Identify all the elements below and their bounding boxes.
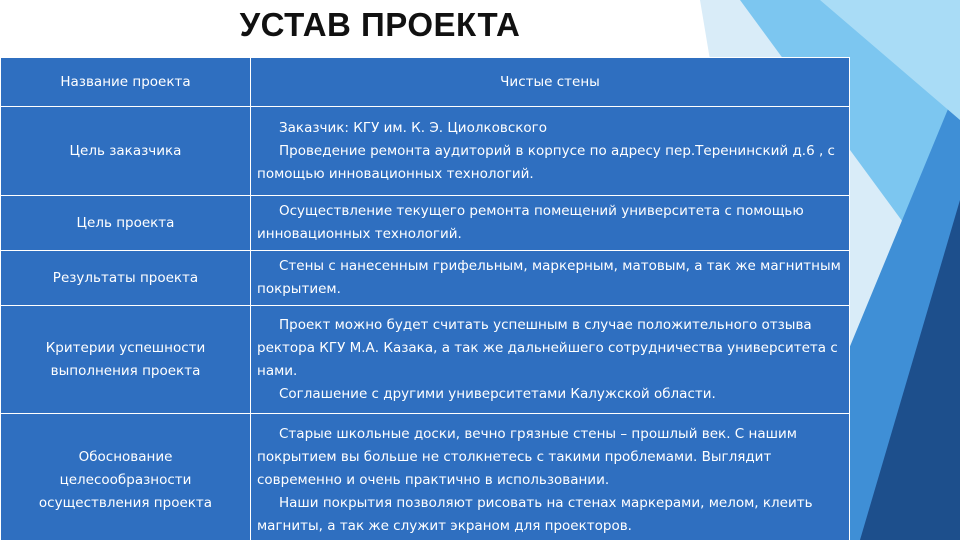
row-label: Название проекта bbox=[1, 58, 251, 107]
row-value bbox=[251, 251, 850, 306]
row-value bbox=[251, 58, 850, 107]
value-paragraph: Проект можно будет считать успешным в случае положительного отзыва ректора КГУ М.А. Казака, а так же дальнейшего сотрудничества университета с нами. bbox=[257, 316, 838, 379]
row-label: Цель заказчика bbox=[1, 107, 251, 196]
value-paragraph: Стены с нанесенным грифельным, маркерным, матовым, а так же магнитным покрытием. bbox=[257, 258, 841, 297]
value-paragraph: Наши покрытия позволяют рисовать на стенах маркерами, мелом, клеить магниты, а так же служит экраном для проекторов. bbox=[257, 495, 813, 534]
row-value bbox=[251, 107, 850, 196]
table-row bbox=[1, 58, 850, 107]
value-paragraph: Чистые стены bbox=[500, 73, 600, 90]
row-label: Обоснование целесообразности осуществления проекта bbox=[1, 414, 251, 540]
row-value bbox=[251, 306, 850, 414]
row-label: Результаты проекта bbox=[1, 251, 251, 306]
value-paragraph: Заказчик: КГУ им. К. Э. Циолковского bbox=[279, 119, 548, 136]
table-row bbox=[1, 306, 850, 414]
table-row bbox=[1, 251, 850, 306]
value-paragraph: Соглашение с другими университетами Калужской области. bbox=[279, 385, 716, 402]
row-value bbox=[251, 196, 850, 251]
row-value bbox=[251, 414, 850, 540]
slide-title: УСТАВ ПРОЕКТА bbox=[239, 6, 521, 43]
table-row bbox=[1, 107, 850, 196]
row-label: Цель проекта bbox=[1, 196, 251, 251]
row-label: Критерии успешности выполнения проекта bbox=[1, 306, 251, 414]
value-paragraph: Проведение ремонта аудиторий в корпусе по адресу пер.Теренинский д.6 , с помощью инновационных технологий. bbox=[257, 142, 835, 182]
value-paragraph: Старые школьные доски, вечно грязные стены – прошлый век. С нашим покрытием вы больше не столкнетесь с такими проблемами. Выглядит современно и очень практично в использовании. bbox=[257, 426, 797, 488]
value-paragraph: Осуществление текущего ремонта помещений университета с помощью инновационных технологий. bbox=[257, 203, 804, 242]
project-charter-table bbox=[0, 57, 850, 540]
table-row bbox=[1, 196, 850, 251]
table-row bbox=[1, 414, 850, 540]
